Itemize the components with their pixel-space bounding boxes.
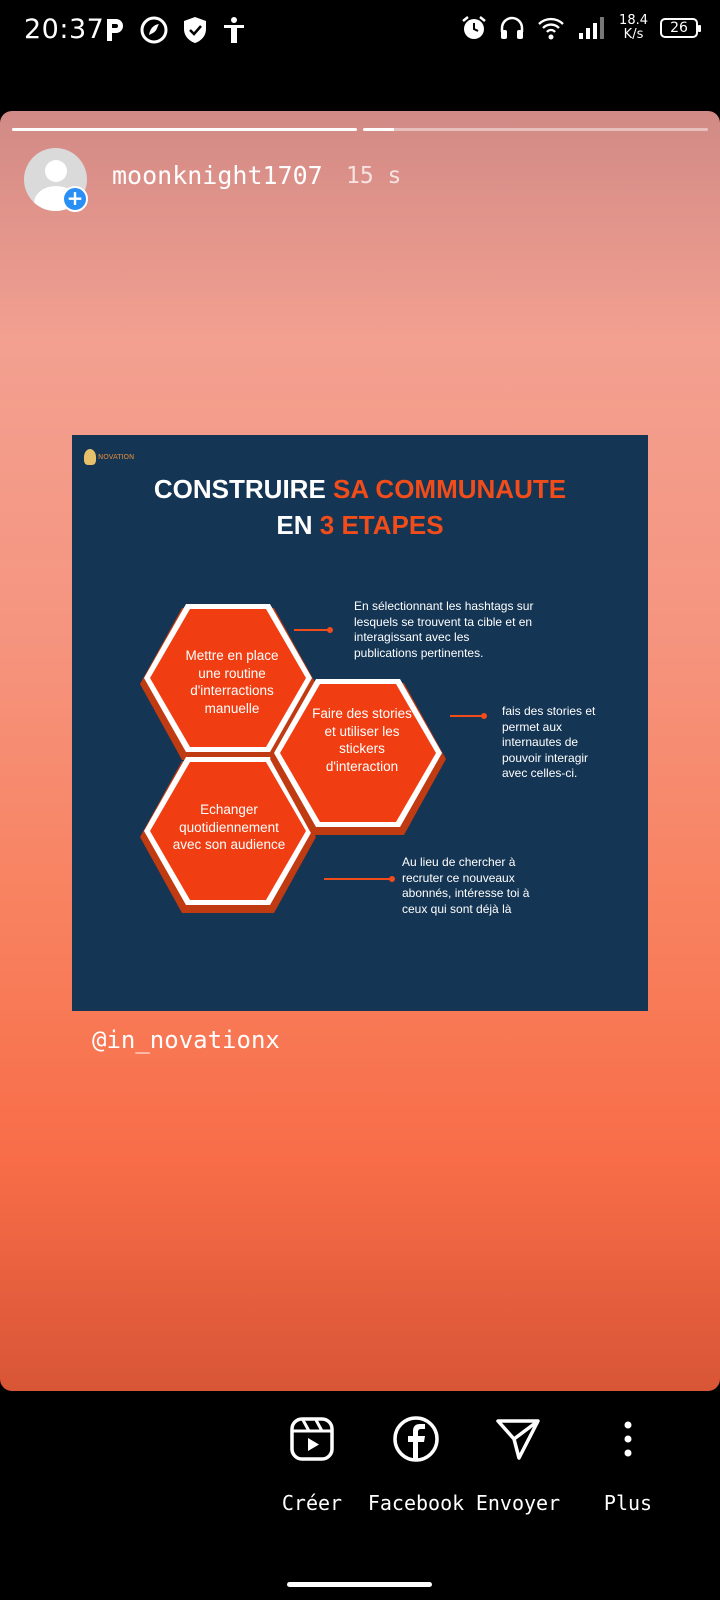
alarm-icon (461, 15, 487, 41)
mention-sticker[interactable]: @in_novationx (92, 1026, 280, 1054)
username[interactable]: moonknight1707 (112, 161, 323, 190)
wifi-icon (537, 15, 565, 41)
send-icon (495, 1416, 541, 1462)
headphones-icon (499, 15, 525, 41)
facebook-button[interactable] (361, 1411, 471, 1515)
step-3-text: Echanger quotidiennement avec son audience (172, 802, 286, 852)
home-indicator[interactable] (287, 1582, 432, 1587)
clock: 20:37 (24, 14, 105, 45)
progress-segment-1 (12, 128, 357, 131)
create-label: Créer (281, 1491, 343, 1515)
step-3-note: Au lieu de chercher à recruter ce nouveaux abonnés, intéresse toi à ceux qui sont déjà là (402, 855, 530, 916)
send-label: Envoyer (475, 1491, 561, 1515)
poster-logo (84, 449, 134, 465)
create-button[interactable] (257, 1411, 367, 1515)
story-progress (12, 128, 708, 131)
more-button[interactable] (573, 1411, 683, 1515)
send-button[interactable] (463, 1411, 573, 1515)
reels-icon (289, 1416, 335, 1462)
story-viewer[interactable] (0, 111, 720, 1391)
step-2-note: fais des stories et permet aux internautes de pouvoir interagir avec celles-ci. (502, 704, 596, 780)
step-1-text: Mettre en place une routine d'interractions manuelle (185, 648, 279, 716)
more-label: Plus (603, 1491, 653, 1515)
status-bar (0, 0, 720, 64)
title-words-communaute: SA COMMUNAUTE (333, 474, 567, 504)
more-vertical-icon (622, 1419, 634, 1459)
network-speed-unit: K/s (623, 27, 644, 42)
connector-2 (450, 715, 484, 717)
lightbulb-icon (84, 449, 96, 465)
progress-segment-2 (363, 128, 708, 131)
accessibility-icon (222, 16, 246, 44)
app-icon (140, 16, 168, 44)
poster-title (72, 471, 648, 543)
signal-icon (577, 15, 607, 41)
story-timestamp: 15 s (346, 163, 402, 189)
story-actions (0, 1391, 720, 1551)
title-word-en: EN (276, 510, 313, 540)
battery-icon: 26 (660, 18, 698, 38)
connector-1 (294, 629, 330, 631)
title-word-construire: CONSTRUIRE (153, 474, 326, 504)
title-words-etapes: 3 ETAPES (319, 510, 444, 540)
step-2-text: Faire des stories et utiliser les stickers d'interaction (312, 706, 412, 774)
story-image (72, 435, 648, 1011)
facebook-label: Facebook (367, 1491, 465, 1515)
network-speed-value: 18.4 (619, 13, 648, 28)
parking-icon (104, 17, 126, 43)
poster-logo-text: NOVATION (98, 453, 135, 461)
connector-3 (324, 878, 392, 880)
facebook-icon (392, 1415, 440, 1463)
add-story-icon[interactable]: + (62, 186, 88, 212)
network-speed (619, 14, 648, 42)
shield-icon (182, 16, 208, 44)
step-1-note: En sélectionnant les hashtags sur lesquels se trouvent ta cible et en interagissant avec les publications pertinentes. (354, 599, 534, 660)
